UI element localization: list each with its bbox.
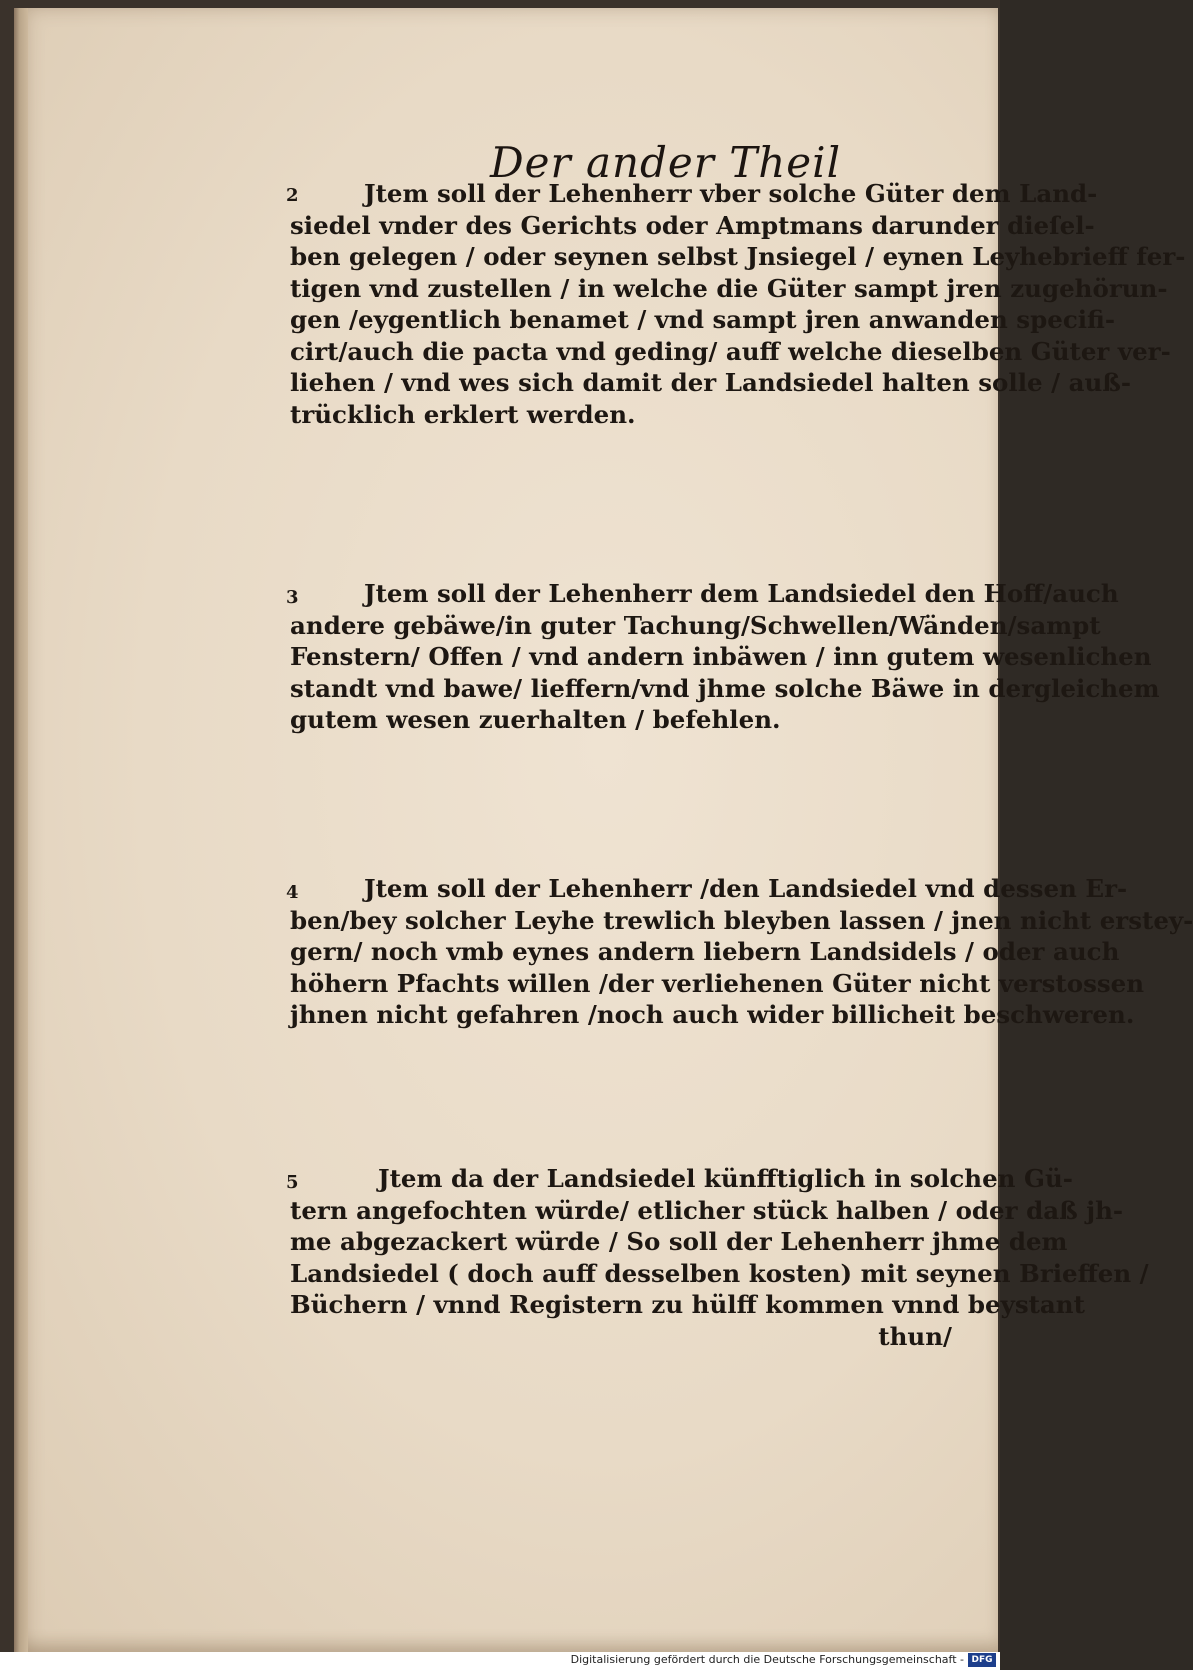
digitization-footer — [0, 1652, 1000, 1670]
text-line: Landsiedel ( doch auff desselben kosten) mit seynen Brieffen / — [290, 1258, 1149, 1288]
text-line: tern angefochten würde/ etlicher stück halben / oder daß jh- — [290, 1195, 1124, 1225]
section-2 — [286, 178, 1186, 430]
section-5 — [286, 1163, 1149, 1352]
footer-credit: Digitalisierung gefördert durch die Deutsche Forschungsgemeinschaft - — [570, 1653, 964, 1666]
section-number: 2 — [286, 185, 299, 206]
text-line: Jtem da der Landsiedel künfftiglich in solchen Gü- — [378, 1164, 1073, 1193]
text-line: Büchern / vnnd Registern zu hülff kommen vnnd beystant — [290, 1290, 1085, 1319]
text-line: höhern Pfachts willen /der verliehenen Güter nicht verstossen — [290, 968, 1145, 998]
page-heading: Der ander Theil — [490, 138, 841, 187]
section-number: 4 — [286, 882, 299, 903]
show-through-texture — [300, 470, 940, 504]
text-line: jhnen nicht gefahren /noch auch wider billicheit beschweren. — [290, 1000, 1135, 1029]
dfg-logo: DFG — [968, 1653, 996, 1667]
section-4 — [286, 873, 1193, 1031]
text-line: Jtem soll der Lehenherr dem Landsiedel den Hoff/auch — [364, 579, 1119, 608]
text-line: standt vnd bawe/ lieffern/vnd jhme solche Bäwe in dergleichem — [290, 673, 1160, 703]
catchword: thun/ — [878, 1321, 952, 1351]
text-line: trücklich erklert werden. — [290, 399, 636, 429]
text-line: gutem wesen zuerhalten / befehlen. — [290, 705, 781, 734]
text-line: ben gelegen / oder seynen selbst Jnsiegel / eynen Leyhebrieff fer- — [290, 242, 1186, 271]
text-line: Jtem soll der Lehenherr /den Landsiedel vnd dessen Er- — [364, 874, 1128, 903]
text-line: Fenstern/ Offen / vnd andern inbäwen / inn gutem wesenlichen — [290, 642, 1152, 671]
text-line: gen /eygentlich benamet / vnd sampt jren anwanden specifi- — [290, 305, 1116, 334]
page-edge — [14, 8, 28, 1652]
text-line: siedel vnder des Gerichts oder Amptmans darunder dieſel- — [290, 210, 1095, 240]
section-number: 3 — [286, 587, 299, 608]
text-line: liehen / vnd wes sich damit der Landsiedel halten solle / auß- — [290, 368, 1132, 397]
text-line: ben/bey solcher Leyhe trewlich bleyben lassen / jnen nicht erstey- — [290, 905, 1193, 935]
text-line: Jtem soll der Lehenherr vber solche Güter dem Land- — [364, 179, 1098, 208]
text-line: me abgezackert würde / So soll der Lehenherr jhme dem — [290, 1227, 1068, 1256]
section-number: 5 — [286, 1172, 299, 1193]
text-line: gern/ noch vmb eynes andern liebern Landsidels / oder auch — [290, 937, 1120, 966]
text-line: tigen vnd zustellen / in welche die Güter sampt jren zugehörun- — [290, 273, 1168, 303]
text-line: cirt/auch die pacta vnd geding/ auff welche dieselben Güter ver- — [290, 336, 1171, 366]
text-line: andere gebäwe/in guter Tachung/Schwellen/Wänden/sampt — [290, 610, 1101, 640]
section-3 — [286, 578, 1160, 736]
